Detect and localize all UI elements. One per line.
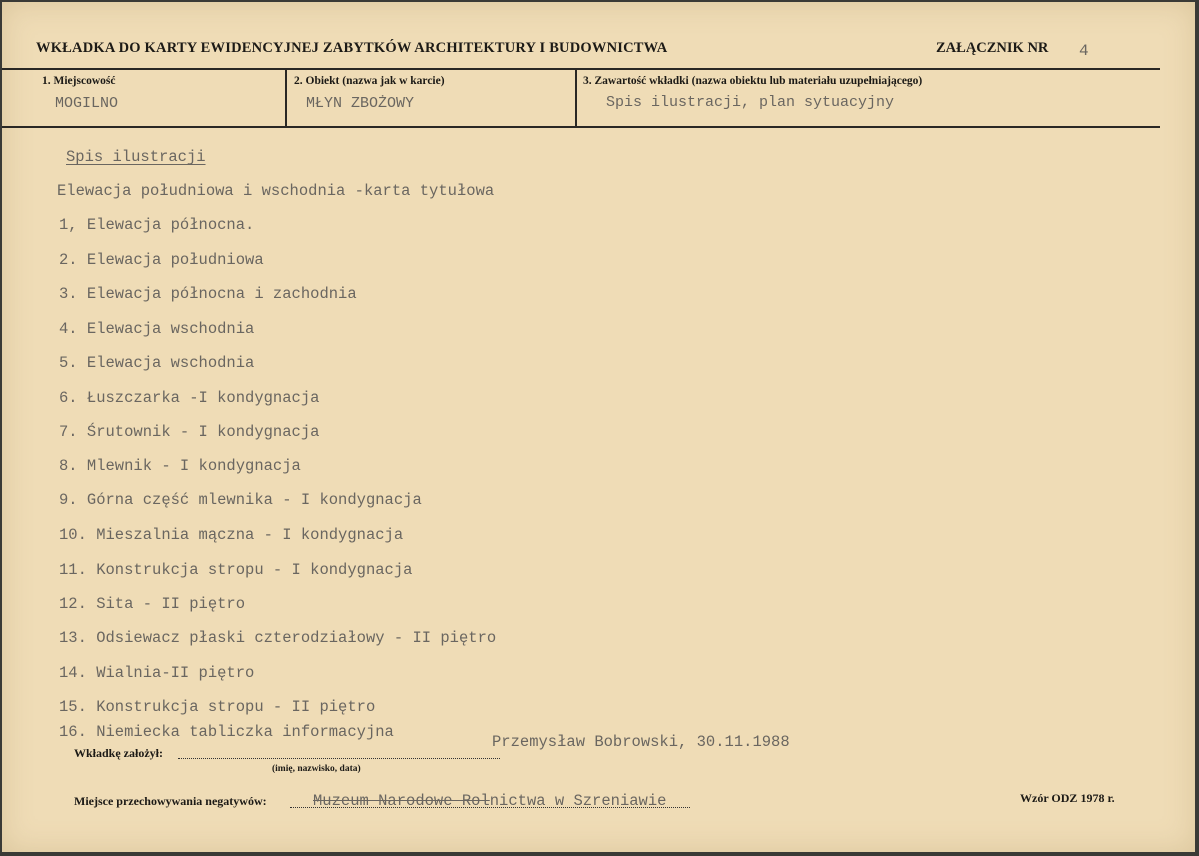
annex-label: ZAŁĄCZNIK NR xyxy=(936,40,1049,56)
storage-label: Miejsce przechowywania negatywów: xyxy=(74,794,267,808)
locality-label: 1. Miejscowość xyxy=(42,75,116,87)
list-item: 3. Elewacja północna i zachodnia xyxy=(59,285,357,303)
list-item: 14. Wialnia-II piętro xyxy=(59,664,255,682)
form-code: Wzór ODZ 1978 r. xyxy=(1020,791,1115,805)
author-line xyxy=(178,758,500,759)
author-label: Wkładkę założył: xyxy=(74,746,163,760)
storage-value: nictwa w Szreniawie xyxy=(489,792,667,810)
list-item: 11. Konstrukcja stropu - I kondygnacja xyxy=(59,561,413,579)
object-label: 2. Obiekt (nazwa jak w karcie) xyxy=(294,75,445,87)
list-intro: Elewacja południowa i wschodnia -karta tytułowa xyxy=(57,182,495,200)
list-item: 6. Łuszczarka -I kondygnacja xyxy=(59,389,320,407)
list-item: 9. Górna część mlewnika - I kondygnacja xyxy=(59,491,422,509)
storage-value-wrap xyxy=(313,792,666,810)
list-item: 13. Odsiewacz płaski czterodziałowy - II piętro xyxy=(59,629,497,647)
author-value: Przemysław Bobrowski, 30.11.1988 xyxy=(492,733,790,751)
annex-number: 4 xyxy=(1079,42,1089,60)
field-divider-2 xyxy=(575,70,577,126)
list-item: 5. Elewacja wschodnia xyxy=(59,354,255,372)
list-item: 1, Elewacja północna. xyxy=(59,216,255,234)
storage-struck-text: Muzeum Narodowe Rol xyxy=(313,792,490,810)
list-item: 4. Elewacja wschodnia xyxy=(59,320,255,338)
list-item: 12. Sita - II piętro xyxy=(59,595,246,613)
header-bottom-rule xyxy=(2,126,1160,128)
list-item: 15. Konstrukcja stropu - II piętro xyxy=(59,698,376,716)
contents-value: Spis ilustracji, plan sytuacyjny xyxy=(606,94,895,111)
list-item: 10. Mieszalnia mączna - I kondygnacja xyxy=(59,526,404,544)
list-item: 8. Mlewnik - I kondygnacja xyxy=(59,457,301,475)
inventory-card xyxy=(2,2,1195,852)
list-item: 16. Niemiecka tabliczka informacyjna xyxy=(59,723,394,741)
author-hint: (imię, nazwisko, data) xyxy=(272,764,361,774)
list-title: Spis ilustracji xyxy=(66,148,206,166)
list-item: 2. Elewacja południowa xyxy=(59,251,264,269)
header-top-rule xyxy=(2,68,1160,70)
locality-value: MOGILNO xyxy=(55,95,119,112)
card-title: WKŁADKA DO KARTY EWIDENCYJNEJ ZABYTKÓW ARCHITEKTURY I BUDOWNICTWA xyxy=(36,40,668,56)
field-divider-1 xyxy=(285,70,287,126)
list-item: 7. Śrutownik - I kondygnacja xyxy=(59,423,320,441)
object-value: MŁYN ZBOŻOWY xyxy=(306,95,415,112)
contents-label: 3. Zawartość wkładki (nazwa obiektu lub materiału uzupełniającego) xyxy=(583,75,923,87)
